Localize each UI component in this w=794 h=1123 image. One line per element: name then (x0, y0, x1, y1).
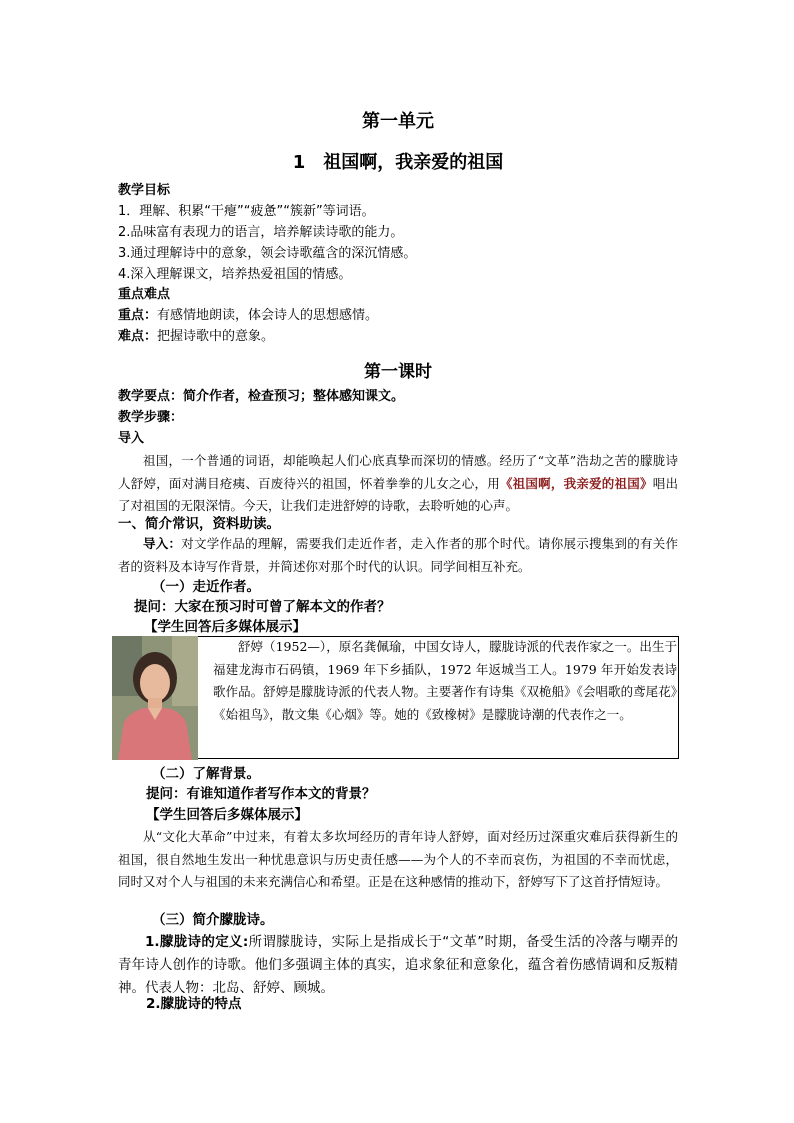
section1-guide (118, 533, 678, 578)
focus-label: 重点： (118, 308, 158, 323)
intro-paragraph (118, 450, 678, 518)
definition-label: 1.朦胧诗的定义: (145, 934, 249, 950)
goals-heading: 教学目标 (118, 183, 171, 198)
part2-background: 从“文化大革命”中过来，有着太多坎坷经历的青年诗人舒婷，面对经历过深重灾难后获得新生的祖国，很自然地生发出一种忧患意识与历史责任感——为个人的不幸而哀伤，为祖国的不幸而忧虑，同时又对个人与祖国的未来充满信心和希望。正是在这种感情的推动下，舒婷写下了这首抒情短诗。 (118, 829, 678, 889)
focus-line (118, 306, 378, 326)
lesson-title: 1 祖国啊，我亲爱的祖国 (292, 152, 504, 173)
author-photo (112, 636, 198, 760)
period-essentials: 教学要点：简介作者，检查预习；整体感知课文。 (118, 389, 405, 404)
goal-item: 2.品味富有表现力的语言，培养解读诗歌的能力。 (118, 225, 404, 240)
author-bio-text: 舒婷（1952—），原名龚佩瑜，中国女诗人，朦胧诗派的代表作家之一。出生于福建龙海市石码镇，1969 年下乡插队，1972 年返城当工人。1979 年开始发表诗歌作品。舒婷是朦胧诗派的代表人物。主要著作有诗集《双桅船》《会唱歌的鸢尾花》《始祖鸟》，散文集《心烟》等。她的《致橡树》是朦胧诗潮的代表作之一。 (213, 639, 677, 722)
focus-text: 有感情地朗读，体会诗人的思想感情。 (157, 308, 379, 323)
part3-heading: （三）简介朦胧诗。 (152, 912, 274, 928)
goal-item: 4.深入理解课文，培养热爱祖国的情感。 (118, 267, 352, 282)
part1-heading: （一）走近作者。 (152, 579, 260, 595)
section1-heading: 一、简介常识，资料助读。 (118, 516, 280, 532)
difficulty-line (118, 327, 274, 347)
author-portrait-icon (112, 636, 198, 760)
difficulty-text: 把握诗歌中的意象。 (157, 329, 275, 344)
part3-definition (118, 931, 678, 1000)
period-title: 第一课时 (364, 362, 432, 382)
guide-text: 对文学作品的理解，需要我们走近作者，走入作者的那个时代。请你展示搜集到的有关作者的资料及本诗写作背景，并简述你对那个时代的认识。同学间相互补充。 (118, 536, 678, 574)
part3-features: 2.朦胧诗的特点 (146, 996, 242, 1012)
difficulty-label: 难点： (118, 329, 158, 344)
author-bio (213, 636, 677, 726)
part1-question: 提问：大家在预习时可曾了解本文的作者？ (134, 599, 391, 615)
goal-item: 3.通过理解诗中的意象，领会诗歌蕴含的深沉情感。 (118, 246, 417, 261)
guide-label: 导入： (143, 536, 182, 551)
definition-text: 所谓朦胧诗，实际上是指成长于“文革”时期，备受生活的冷落与嘲弄的青年诗人创作的诗歌。他们多强调主体的真实，追求象征和意象化，蕴含着伤感情调和反叛精神。代表人物：北岛、舒婷、顾城。 (118, 934, 678, 996)
intro-heading: 导入 (118, 431, 145, 446)
poem-title: 《祖国啊，我亲爱的祖国》 (499, 475, 653, 491)
part2-heading: （二）了解背景。 (152, 766, 260, 782)
part1-tag: 【学生回答后多媒体展示】 (144, 619, 306, 635)
part2-question: 提问：有谁知道作者写作本文的背景？ (146, 786, 376, 802)
intro-text: 祖国，一个普通的词语，却能唤起人们心底真挚而深切的情感。经历了“文革”浩劫之苦的朦胧诗人舒婷，面对满目疮痍、百废待兴的祖国，怀着拳拳的儿女之心，用 (118, 453, 678, 491)
unit-title: 第一单元 (362, 111, 434, 132)
part2-tag: 【学生回答后多媒体展示】 (146, 807, 308, 823)
period-steps: 教学步骤： (118, 410, 184, 425)
goal-item: 1．理解、积累“干瘪”“疲惫”“簇新”等词语。 (118, 204, 375, 219)
key-points-heading: 重点难点 (118, 287, 171, 302)
intro-text-end: 唱出了对祖国的无限深情。今天，让我们走进舒婷的诗歌，去聆听她的心声。 (118, 475, 678, 513)
